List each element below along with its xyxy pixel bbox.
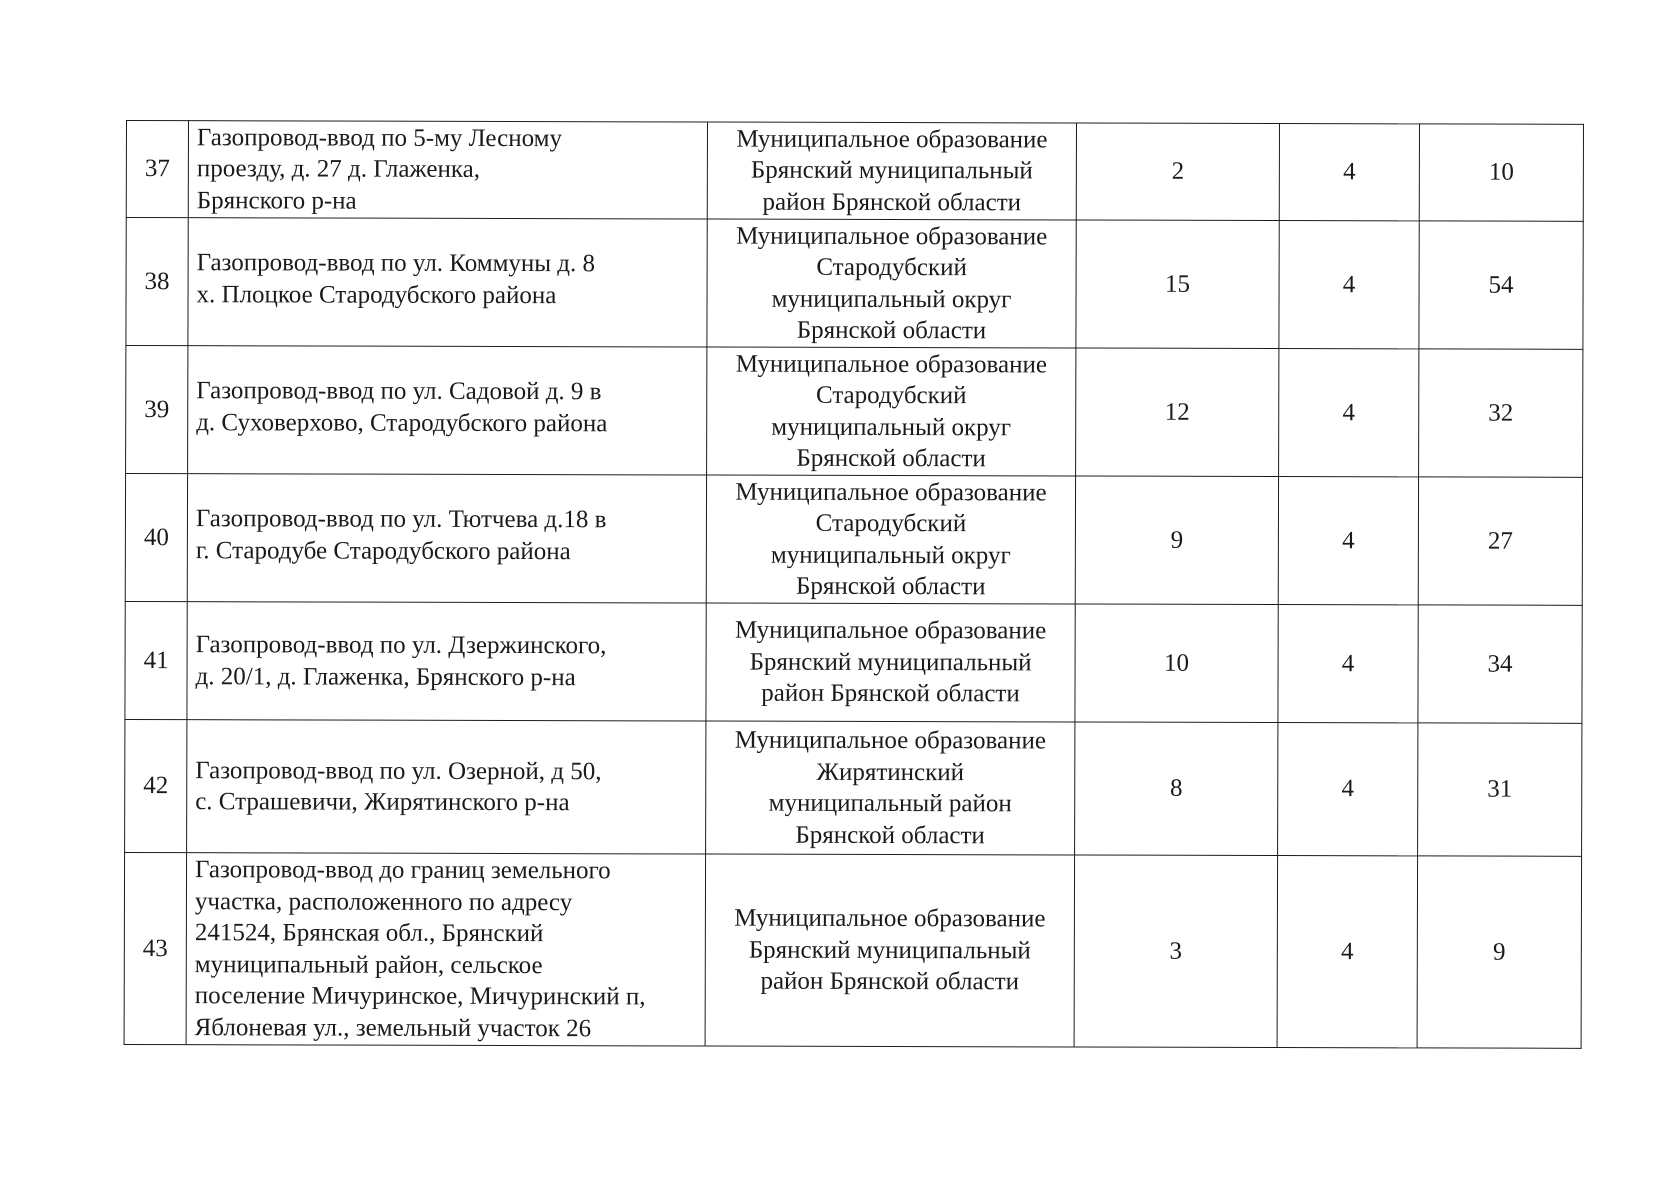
value-col-1: 10: [1075, 604, 1278, 723]
gas-pipeline-table: [124, 120, 1584, 1049]
object-name: Газопровод-ввод по ул. Тютчева д.18 в г. Стародубе Стародубского района: [187, 474, 706, 603]
object-name: Газопровод-ввод по 5-му Лесному проезду, д. 27 д. Глаженка, Брянского р-на: [188, 121, 707, 219]
row-number: 37: [126, 121, 188, 218]
object-name: Газопровод-ввод по ул. Дзержинского, д. 20/1, д. Глаженка, Брянского р-на: [187, 602, 706, 721]
object-name: Газопровод-ввод по ул. Коммуны д. 8 х. Плоцкое Стародубского района: [188, 218, 707, 347]
value-col-1: 2: [1076, 123, 1279, 221]
value-col-2: 4: [1279, 221, 1419, 349]
object-name: Газопровод-ввод до границ земельного участка, расположенного по адресу 241524, Брянская обл., Брянский муниципальный район, сельское поселение Мичуринское, Мичуринский п, Яблоневая ул., земельный участок 26: [186, 853, 706, 1046]
municipality: Муниципальное образование Жирятинский муниципальный район Брянской области: [706, 721, 1075, 855]
value-col-3: 10: [1419, 124, 1583, 221]
row-number: 40: [125, 474, 187, 602]
value-col-3: 32: [1419, 349, 1583, 477]
row-number: 42: [125, 720, 187, 853]
table-row: [125, 474, 1582, 606]
row-number: 38: [126, 218, 188, 346]
municipality: Муниципальное образование Брянский муниципальный район Брянской области: [707, 122, 1076, 220]
municipality: Муниципальное образование Стародубский муниципальный округ Брянской области: [706, 475, 1075, 604]
municipality: Муниципальное образование Брянский муниципальный район Брянской области: [705, 854, 1075, 1047]
object-name: Газопровод-ввод по ул. Садовой д. 9 в д. Суховерхово, Стародубского района: [188, 346, 707, 475]
table-row: [125, 602, 1582, 724]
value-col-2: 4: [1278, 477, 1418, 605]
object-name: Газопровод-ввод по ул. Озерной, д 50, с. Страшевичи, Жирятинского р-на: [187, 720, 706, 854]
value-col-1: 15: [1076, 220, 1279, 349]
value-col-2: 4: [1277, 856, 1418, 1048]
value-col-2: 4: [1279, 349, 1419, 477]
value-col-3: 34: [1418, 605, 1582, 723]
value-col-1: 8: [1075, 722, 1278, 856]
value-col-2: 4: [1279, 124, 1419, 221]
row-number: 39: [126, 346, 188, 474]
table-row: [126, 218, 1583, 350]
value-col-1: 3: [1074, 855, 1278, 1048]
municipality: Муниципальное образование Брянский муниципальный район Брянской области: [706, 603, 1075, 722]
table-row: [125, 720, 1582, 857]
table-row: [124, 853, 1581, 1049]
municipality: Муниципальное образование Стародубский муниципальный округ Брянской области: [707, 347, 1076, 476]
municipality: Муниципальное образование Стародубский муниципальный округ Брянской области: [707, 219, 1076, 348]
value-col-3: 9: [1417, 856, 1582, 1048]
row-number: 41: [125, 602, 187, 720]
value-col-1: 9: [1075, 476, 1278, 605]
value-col-3: 31: [1418, 723, 1582, 856]
value-col-1: 12: [1076, 348, 1279, 477]
row-number: 43: [124, 853, 187, 1045]
value-col-3: 54: [1419, 221, 1583, 349]
table-row: [126, 121, 1583, 222]
value-col-2: 4: [1278, 723, 1418, 856]
value-col-2: 4: [1278, 605, 1418, 723]
value-col-3: 27: [1418, 477, 1582, 605]
table-row: [126, 346, 1583, 478]
